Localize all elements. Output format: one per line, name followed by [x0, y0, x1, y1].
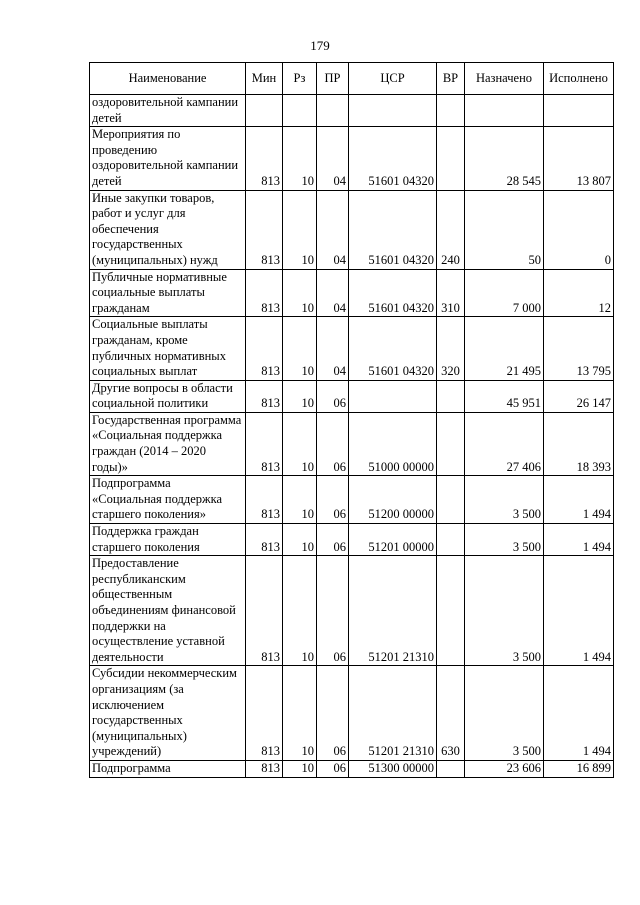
- cell-executed: 0: [544, 190, 614, 269]
- cell-name: Поддержка граждан старшего поколения: [90, 524, 246, 556]
- table-row: [90, 476, 614, 524]
- cell-csr: 51300 00000: [349, 760, 437, 777]
- cell-rz: 10: [283, 476, 317, 524]
- cell-assigned: 3 500: [465, 524, 544, 556]
- cell-executed: 18 393: [544, 412, 614, 475]
- cell-assigned: 7 000: [465, 269, 544, 317]
- cell-assigned: 28 545: [465, 127, 544, 190]
- cell-name: Подпрограмма: [90, 760, 246, 777]
- cell-name: Государственная программа «Социальная поддержка граждан (2014 – 2020 годы)»: [90, 412, 246, 475]
- cell-pr: 06: [317, 380, 349, 412]
- header-csr: ЦСР: [349, 63, 437, 95]
- cell-executed: 16 899: [544, 760, 614, 777]
- cell-executed: 26 147: [544, 380, 614, 412]
- cell-min: [246, 95, 283, 127]
- cell-rz: 10: [283, 269, 317, 317]
- cell-csr: 51601 04320: [349, 269, 437, 317]
- cell-rz: 10: [283, 556, 317, 666]
- cell-vr: [437, 476, 465, 524]
- cell-csr: 51000 00000: [349, 412, 437, 475]
- cell-assigned: 23 606: [465, 760, 544, 777]
- table-row: [90, 760, 614, 777]
- cell-min: 813: [246, 269, 283, 317]
- cell-pr: 06: [317, 760, 349, 777]
- cell-csr: 51601 04320: [349, 190, 437, 269]
- cell-pr: 06: [317, 524, 349, 556]
- cell-name: Предоставление республиканским общественным объединениям финансовой поддержки на осуществление уставной деятельности: [90, 556, 246, 666]
- cell-executed: [544, 95, 614, 127]
- cell-csr: 51601 04320: [349, 317, 437, 380]
- cell-assigned: 21 495: [465, 317, 544, 380]
- cell-name: Социальные выплаты гражданам, кроме публичных нормативных социальных выплат: [90, 317, 246, 380]
- cell-rz: 10: [283, 127, 317, 190]
- table-body: [90, 95, 614, 778]
- cell-assigned: [465, 95, 544, 127]
- cell-assigned: 50: [465, 190, 544, 269]
- header-executed: Исполнено: [544, 63, 614, 95]
- cell-vr: 310: [437, 269, 465, 317]
- table-row: [90, 317, 614, 380]
- cell-min: 813: [246, 760, 283, 777]
- header-pr: ПР: [317, 63, 349, 95]
- table-row: [90, 524, 614, 556]
- cell-vr: [437, 412, 465, 475]
- table-row: [90, 127, 614, 190]
- cell-csr: 51201 00000: [349, 524, 437, 556]
- cell-name: Мероприятия по проведению оздоровительной кампании детей: [90, 127, 246, 190]
- cell-name: Подпрограмма «Социальная поддержка старшего поколения»: [90, 476, 246, 524]
- cell-min: 813: [246, 412, 283, 475]
- cell-min: 813: [246, 556, 283, 666]
- cell-pr: 06: [317, 412, 349, 475]
- cell-pr: 04: [317, 190, 349, 269]
- cell-assigned: 3 500: [465, 476, 544, 524]
- cell-csr: [349, 95, 437, 127]
- cell-executed: 1 494: [544, 476, 614, 524]
- cell-min: 813: [246, 666, 283, 761]
- cell-name: Иные закупки товаров, работ и услуг для обеспечения государственных (муниципальных) нужд: [90, 190, 246, 269]
- cell-pr: 04: [317, 269, 349, 317]
- cell-csr: 51201 21310: [349, 666, 437, 761]
- cell-vr: [437, 524, 465, 556]
- header-min: Мин: [246, 63, 283, 95]
- table-row: [90, 269, 614, 317]
- cell-min: 813: [246, 524, 283, 556]
- cell-assigned: 3 500: [465, 666, 544, 761]
- cell-executed: 13 807: [544, 127, 614, 190]
- cell-rz: 10: [283, 760, 317, 777]
- table-row: [90, 190, 614, 269]
- cell-min: 813: [246, 317, 283, 380]
- cell-rz: [283, 95, 317, 127]
- cell-vr: [437, 380, 465, 412]
- cell-rz: 10: [283, 412, 317, 475]
- cell-csr: 51201 21310: [349, 556, 437, 666]
- cell-pr: [317, 95, 349, 127]
- table-row: [90, 556, 614, 666]
- cell-assigned: 27 406: [465, 412, 544, 475]
- cell-rz: 10: [283, 380, 317, 412]
- table-row: [90, 666, 614, 761]
- cell-vr: [437, 127, 465, 190]
- cell-name: Субсидии некоммерческим организациям (за исключением государственных (муниципальных) учреждений): [90, 666, 246, 761]
- cell-csr: 51200 00000: [349, 476, 437, 524]
- cell-assigned: 45 951: [465, 380, 544, 412]
- cell-executed: 1 494: [544, 524, 614, 556]
- table-row: [90, 95, 614, 127]
- header-rz: Рз: [283, 63, 317, 95]
- cell-min: 813: [246, 190, 283, 269]
- cell-rz: 10: [283, 190, 317, 269]
- table-row: [90, 412, 614, 475]
- cell-vr: [437, 556, 465, 666]
- cell-csr: 51601 04320: [349, 127, 437, 190]
- cell-vr: 320: [437, 317, 465, 380]
- cell-executed: 13 795: [544, 317, 614, 380]
- cell-min: 813: [246, 380, 283, 412]
- cell-vr: [437, 760, 465, 777]
- cell-name: Публичные нормативные социальные выплаты гражданам: [90, 269, 246, 317]
- header-vr: ВР: [437, 63, 465, 95]
- cell-rz: 10: [283, 524, 317, 556]
- cell-pr: 06: [317, 476, 349, 524]
- cell-pr: 06: [317, 556, 349, 666]
- cell-rz: 10: [283, 317, 317, 380]
- cell-pr: 04: [317, 127, 349, 190]
- cell-pr: 06: [317, 666, 349, 761]
- page-number: 179: [310, 38, 330, 53]
- table-row: [90, 380, 614, 412]
- cell-csr: [349, 380, 437, 412]
- cell-min: 813: [246, 127, 283, 190]
- cell-executed: 12: [544, 269, 614, 317]
- cell-executed: 1 494: [544, 666, 614, 761]
- cell-min: 813: [246, 476, 283, 524]
- cell-vr: 630: [437, 666, 465, 761]
- cell-name: оздоровительной кампании детей: [90, 95, 246, 127]
- cell-rz: 10: [283, 666, 317, 761]
- cell-pr: 04: [317, 317, 349, 380]
- cell-name: Другие вопросы в области социальной политики: [90, 380, 246, 412]
- cell-vr: [437, 95, 465, 127]
- budget-table: [89, 62, 614, 778]
- header-assigned: Назначено: [465, 63, 544, 95]
- header-name: Наименование: [90, 63, 246, 95]
- cell-assigned: 3 500: [465, 556, 544, 666]
- table-header-row: [90, 63, 614, 95]
- cell-vr: 240: [437, 190, 465, 269]
- cell-executed: 1 494: [544, 556, 614, 666]
